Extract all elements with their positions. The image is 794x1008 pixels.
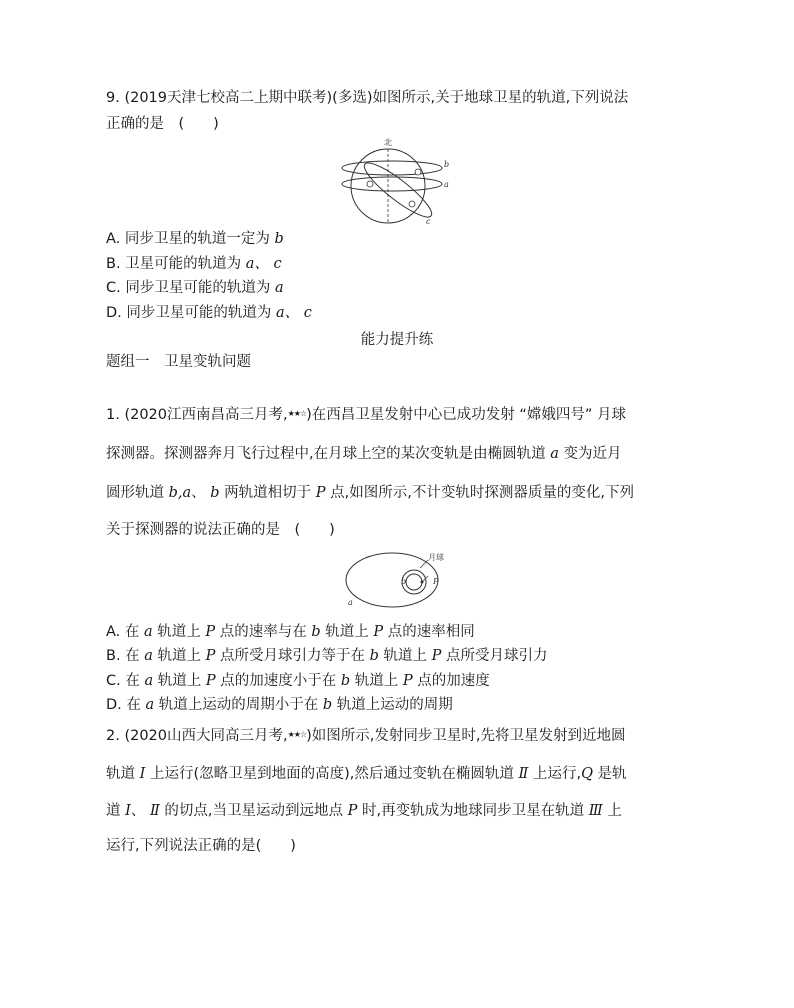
q2-stem-line3: 道 Ⅰ、 Ⅱ 的切点,当卫星运动到远地点 P 时,再变轨成为地球同步卫星在轨道 Ⅲ 上 [106,803,622,819]
q9-option-b: B. 卫星可能的轨道为 a、 c [106,256,282,272]
label-moon: 月球 [428,553,444,562]
q1-stem-line1: 1. (2020江西南昌高三月考,★★☆)在西昌卫星发射中心已成功发射 “嫦娥四号” 月球 [106,407,627,423]
q9-stem-line1: 9. (2019天津七校高二上期中联考)(多选)如图所示,关于地球卫星的轨道,下列说法 [106,90,629,106]
q9-stem-line2: 正确的是 ( ) [106,116,219,132]
label-c: c [426,217,431,226]
difficulty-stars: ★★☆ [287,409,307,418]
difficulty-stars: ★★☆ [287,730,307,739]
label-a: a [348,598,353,607]
q1-lunar-orbit-figure [340,546,460,614]
q1-stem-line3: 圆形轨道 b,a、 b 两轨道相切于 P 点,如图所示,不计变轨时探测器质量的变化,下列 [106,485,634,501]
q1-option-a: A. 在 a 轨道上 P 点的速率与在 b 轨道上 P 点的速率相同 [106,624,475,640]
q2-stem-line2: 轨道 Ⅰ 上运行(忽略卫星到地面的高度),然后通过变轨在椭圆轨道 Ⅱ 上运行,Q 是轨 [106,766,627,782]
label-b: b [444,160,450,169]
q9-earth-orbits-figure [340,136,460,228]
q1-option-d: D. 在 a 轨道上运动的周期小于在 b 轨道上运动的周期 [106,697,453,713]
q1-option-b: B. 在 a 轨道上 P 点所受月球引力等于在 b 轨道上 P 点所受月球引力 [106,648,548,664]
q2-stem-line1: 2. (2020山西大同高三月考,★★☆)如图所示,发射同步卫星时,先将卫星发射到近地圆 [106,728,626,744]
label-b: b [401,577,407,586]
q9-option-d: D. 同步卫星可能的轨道为 a、 c [106,305,312,321]
q1-option-c: C. 在 a 轨道上 P 点的加速度小于在 b 轨道上 P 点的加速度 [106,673,490,689]
q2-stem-line4: 运行,下列说法正确的是( ) [106,838,296,854]
q1-stem-line4: 关于探测器的说法正确的是 ( ) [106,522,335,538]
group-title: 题组一 卫星变轨问题 [106,354,251,370]
label-a: a [444,180,449,189]
q9-option-a: A. 同步卫星的轨道一定为 b [106,231,284,247]
q1-stem-line2: 探测器。探测器奔月飞行过程中,在月球上空的某次变轨是由椭圆轨道 a 变为近月 [106,446,622,462]
label-north: 北 [384,138,392,147]
q9-option-c: C. 同步卫星可能的轨道为 a [106,280,284,296]
section-title: 能力提升练 [360,332,434,348]
label-p: P [433,577,439,586]
